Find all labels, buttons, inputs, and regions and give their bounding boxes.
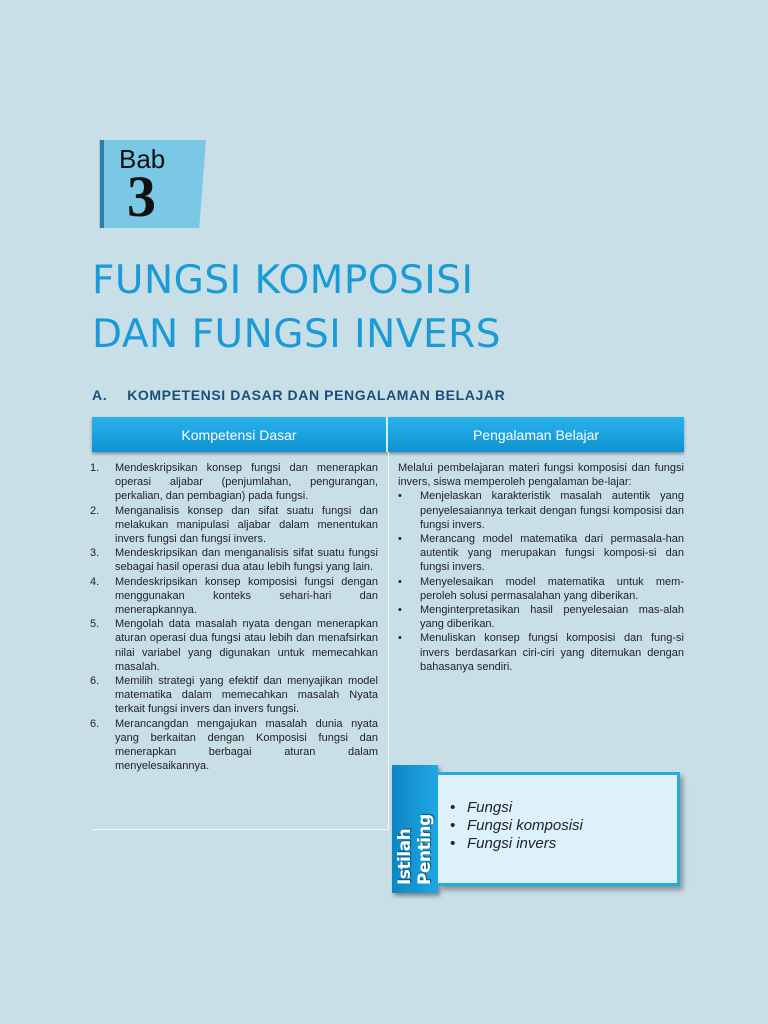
section-letter: A. (92, 387, 108, 403)
column-divider (388, 452, 389, 830)
bullet-icon: • (450, 799, 456, 816)
term-text: Fungsi komposisi (467, 817, 583, 834)
header-kompetensi-dasar: Kompetensi Dasar (92, 417, 388, 452)
list-item (90, 546, 378, 574)
bullet-icon: • (398, 604, 402, 617)
pengalaman-list (398, 461, 684, 674)
item-text: Merancangdan mengajukan masalah dunia nyata yang berkaitan dengan Komposisi fungsi dan menerapkan berbagai aturan dalam menyelesaikannya. (115, 717, 378, 773)
item-text: Menuliskan konsep fungsi komposisi dan fung-si invers berdasarkan ciri-ciri yang ditemukan dengan bahasanya sendiri. (420, 632, 684, 673)
chapter-title-line2: DAN FUNGSI INVERS (92, 312, 501, 357)
list-item (90, 717, 378, 774)
chapter-label: Bab (119, 144, 166, 174)
item-number: 6. (90, 717, 100, 730)
table-bottom-rule (92, 829, 388, 830)
item-text: Menginterpretasikan hasil penyelesaian mas-alah yang diberikan. (420, 604, 684, 631)
list-item (90, 617, 378, 674)
section-heading (92, 387, 505, 403)
bullet-icon: • (450, 817, 456, 834)
chapter-title (92, 254, 732, 362)
section-title: KOMPETENSI DASAR DAN PENGALAMAN BELAJAR (127, 387, 506, 403)
item-text: Mendeskripsikan konsep fungsi dan menerapkan operasi aljabar (penjumlahan, pengurangan, perkalian, dan pembagian) pada fungsi. (115, 462, 378, 503)
table-header (92, 417, 684, 452)
item-text: Menjelaskan karakteristik masalah autentik yang penyelesaiannya terkait dengan fungsi komposisi dan fungsi invers. (420, 490, 684, 531)
term-text: Fungsi invers (467, 835, 557, 852)
bullet-icon: • (398, 533, 402, 546)
item-number: 3. (90, 547, 100, 560)
term-item (450, 799, 677, 817)
item-number: 4. (90, 575, 100, 588)
item-text: Memilih strategi yang efektif dan menyajikan model matematika dalam memecahkan masalah Nyata terkait fungsi invers dan invers fungsi. (115, 675, 378, 716)
item-text: Menyelesaikan model matematika untuk mem-peroleh solusi permasalahan yang diberikan. (420, 575, 684, 602)
item-text: Mendeskripsikan dan menganalisis sifat suatu fungsi sebagai hasil operasi dua atau lebih fungsi yang lain. (115, 547, 378, 574)
chapter-title-line1: FUNGSI KOMPOSISI (92, 258, 474, 303)
list-item (90, 461, 378, 504)
list-item (398, 575, 684, 603)
istilah-penting-box (438, 772, 680, 886)
item-number: 6. (90, 675, 100, 688)
term-text: Fungsi (467, 799, 513, 816)
list-item (90, 504, 378, 547)
list-item (398, 631, 684, 674)
pengalaman-intro: Melalui pembelajaran materi fungsi komposisi dan fungsi invers, siswa memperoleh pengalaman be-lajar: (398, 462, 684, 489)
item-number: 2. (90, 504, 100, 517)
istilah-penting-label: Istilah Penting (395, 814, 435, 885)
item-text: Mengolah data masalah nyata dengan menerapkan aturan operasi dua fungsi atau lebih dan menafsirkan nilai variabel yang digunakan untuk memecahkan masalah. (115, 618, 378, 673)
item-number: 5. (90, 618, 100, 631)
item-number: 1. (90, 462, 100, 474)
header-pengalaman-belajar: Pengalaman Belajar (472, 426, 600, 443)
bullet-icon: • (450, 835, 456, 852)
kompetensi-list (90, 461, 378, 773)
list-item (398, 532, 684, 575)
chapter-number: 3 (127, 164, 156, 229)
list-item (90, 575, 378, 618)
list-item (398, 603, 684, 631)
list-item (90, 674, 378, 717)
bullet-icon: • (398, 632, 402, 645)
item-text: Merancang model matematika dari permasala-han autentik yang merupakan fungsi komposi-si dan fungsi invers. (420, 533, 684, 574)
term-item (450, 835, 677, 853)
term-item (450, 817, 677, 835)
item-text: Menganalisis konsep dan sifat suatu fungsi dan melakukan manipulasi aljabar dalam menentukan invers fungsi dan fungsi invers. (115, 504, 378, 546)
list-item (398, 489, 684, 532)
bullet-icon: • (398, 575, 402, 588)
bullet-icon: • (398, 490, 402, 503)
item-text: Mendeskripsikan konsep komposisi fungsi dengan menggunakan konteks sehari-hari dan menerapkannya. (115, 575, 378, 617)
